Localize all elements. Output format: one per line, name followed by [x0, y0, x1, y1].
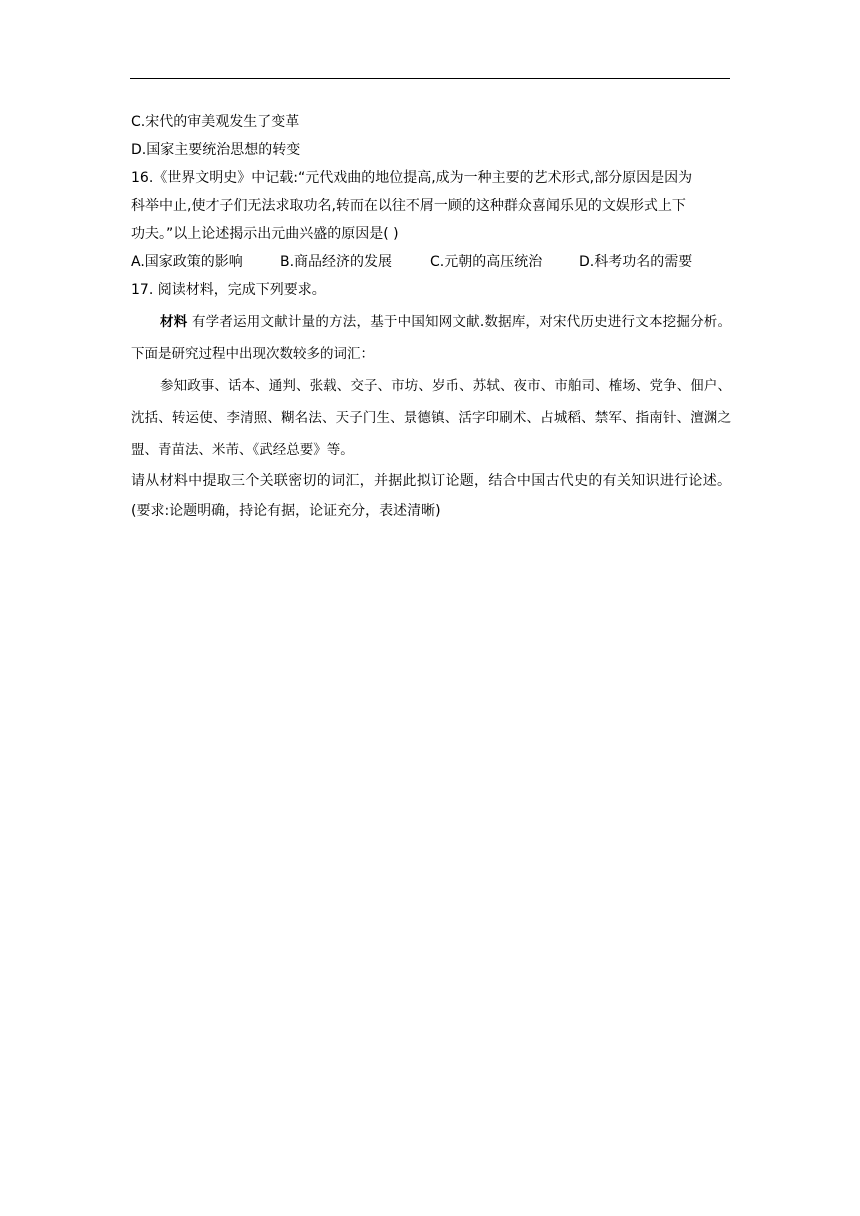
question-16-line-1: 16.《世界文明史》中记载:“元代戏曲的地位提高,成为一种主要的艺术形式,部分原因是因为 — [131, 170, 693, 186]
material-paragraph — [131, 306, 731, 370]
question-17 — [131, 276, 731, 526]
question-17-stem: 17. 阅读材料，完成下列要求。 — [131, 282, 326, 298]
prev-option-d: D.国家主要统治思想的转变 — [131, 142, 301, 158]
material-text: 有学者运用文献计量的方法，基于中国知网文献.数据库，对宋代历史进行文本挖掘分析。下面是研究过程中出现次数较多的词汇： — [131, 314, 732, 362]
question-17-task: 请从材料中提取三个关联密切的词汇，并据此拟订论题，结合中国古代史的有关知识进行论述。(要求:论题明确，持论有据，论证充分，表述清晰) — [131, 473, 731, 519]
material-terms: 参知政事、话本、通判、张载、交子、市坊、岁币、苏轼、夜市、市舶司、榷场、党争、佃户、沈括、转运使、李清照、糊名法、天子门生、景德镇、活字印刷术、占城稻、禁军、指南针、澶渊之盟、青苗法、米芾、《武经总要》等。 — [131, 378, 731, 458]
page-content — [131, 108, 731, 526]
question-16-line-2: 科举中止,使才子们无法求取功名,转而在以往不屑一顾的这种群众喜闻乐见的文娱形式上下 — [131, 198, 686, 214]
question-16-options — [131, 248, 731, 276]
material-label: 材料 — [160, 314, 188, 330]
option-b: B.商品经济的发展 — [280, 254, 393, 270]
question-16 — [131, 164, 731, 276]
header-rule — [130, 78, 730, 79]
option-c: C.元朝的高压统治 — [430, 254, 543, 270]
prev-option-c: C.宋代的审美观发生了变革 — [131, 114, 300, 130]
question-16-line-3: 功夫。”以上论述揭示出元曲兴盛的原因是( ) — [131, 226, 399, 242]
option-d: D.科考功名的需要 — [579, 254, 693, 270]
option-a: A.国家政策的影响 — [131, 254, 243, 270]
